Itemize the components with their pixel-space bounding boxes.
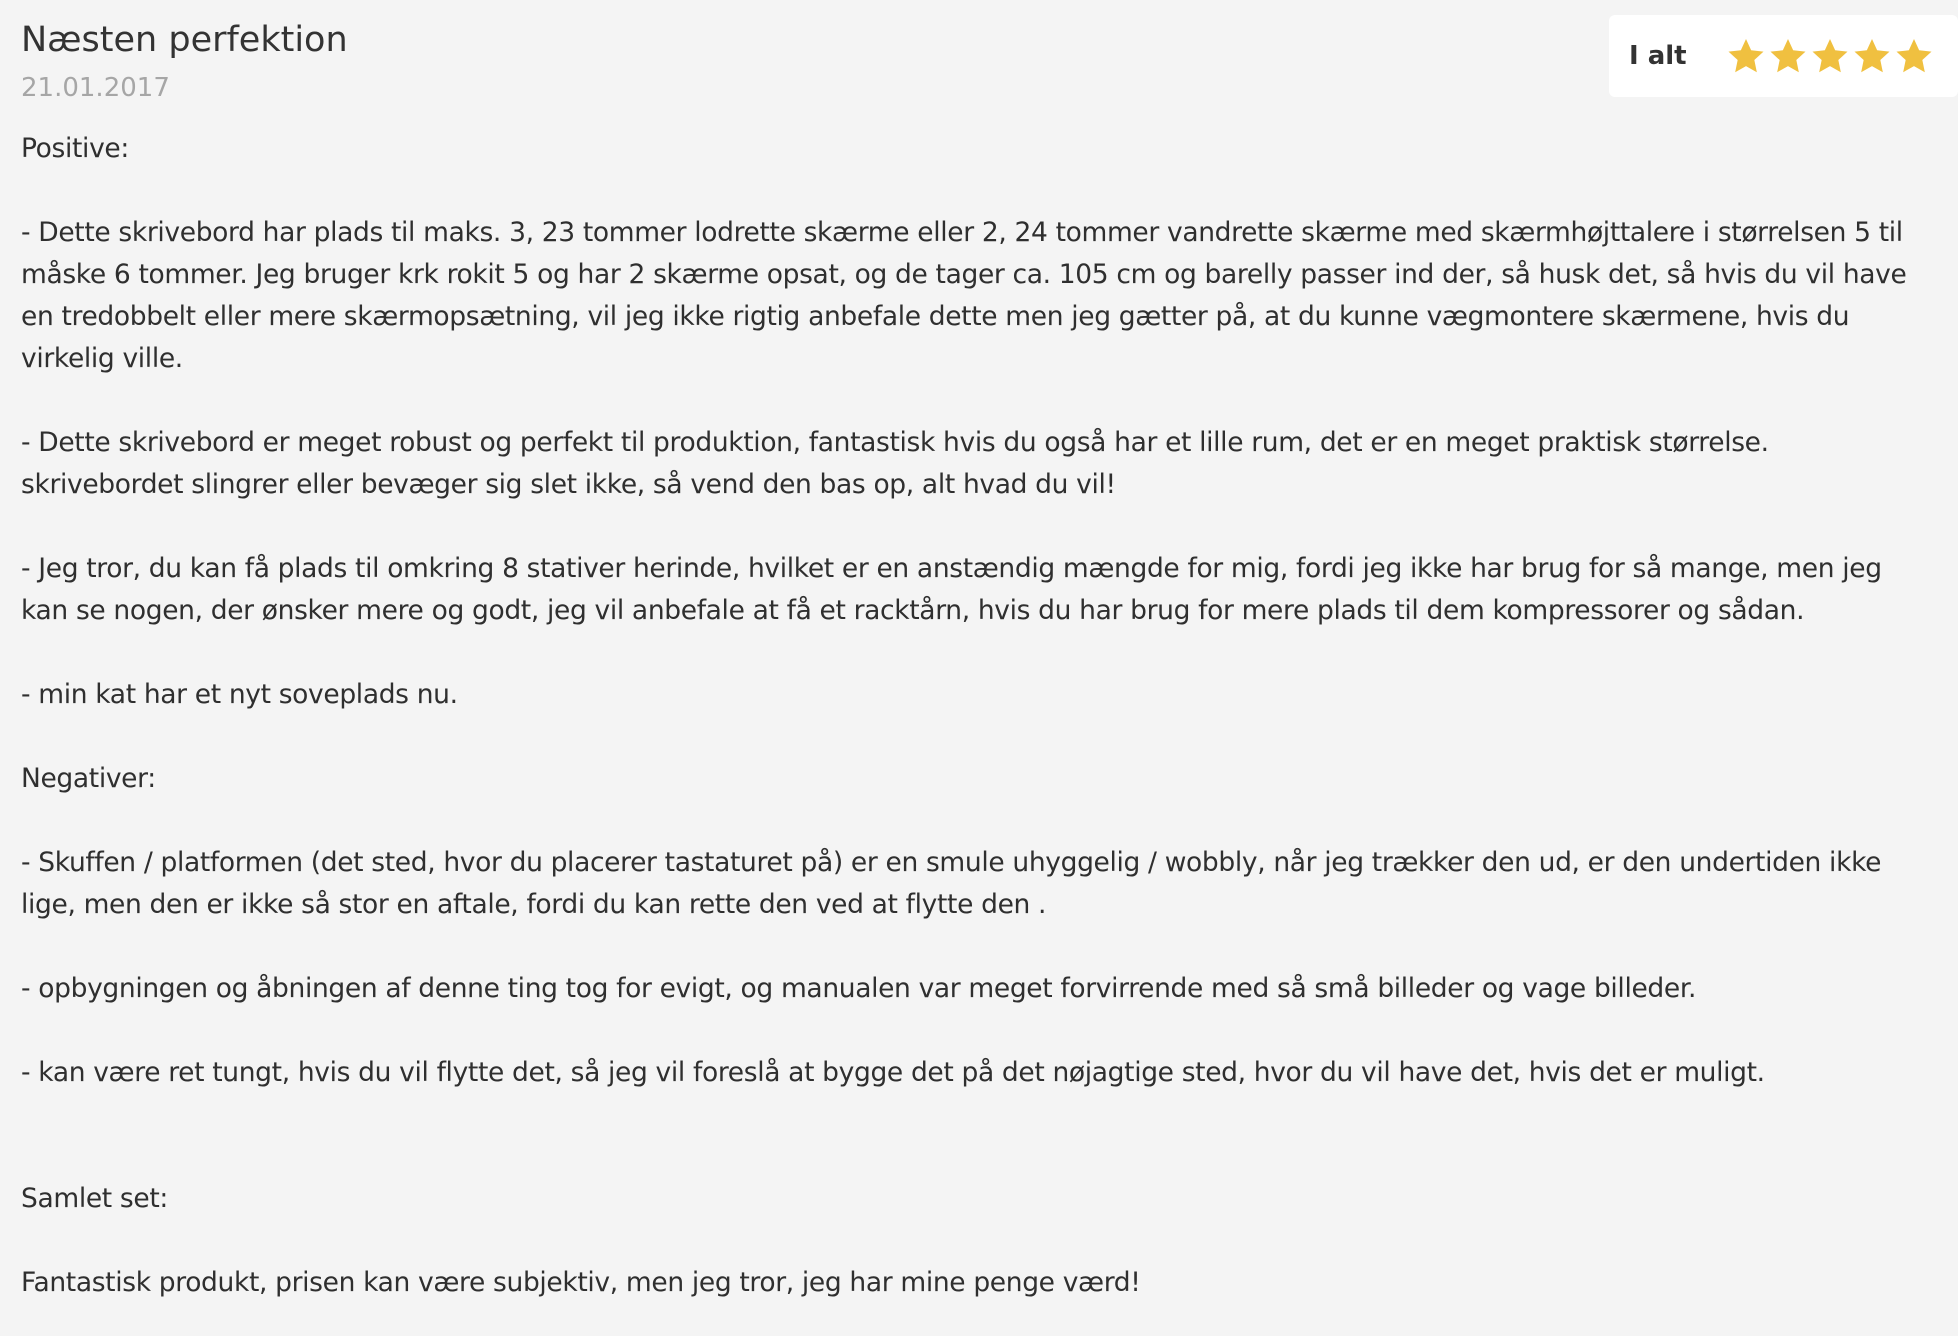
rating-label: I alt	[1629, 41, 1687, 71]
review-paragraph: - opbygningen og åbningen af denne ting tog for evigt, og manualen var meget forvirrende med så små billeder og vage billeder.	[21, 973, 1697, 1004]
review-body	[21, 128, 1936, 1304]
star-icon	[1894, 36, 1934, 76]
review-paragraph: - Skuffen / platformen (det sted, hvor du placerer tastaturet på) er en smule uhyggelig / wobbly, når jeg trækker den ud, er den undertiden ikke lige, men den er ikke så stor en aftale, fordi du kan rette den ved at flytte den .	[21, 847, 1882, 920]
section-heading-positive: Positive:	[21, 133, 129, 164]
star-icon	[1810, 36, 1850, 76]
review-paragraph: - Jeg tror, du kan få plads til omkring 8 stativer herinde, hvilket er en anstændig mængde for mig, fordi jeg ikke har brug for så mange, men jeg kan se nogen, der ønsker mere og godt, jeg vil anbefale at få et racktårn, hvis du har brug for mere plads til dem kompressorer og sådan.	[21, 553, 1882, 626]
section-heading-overall: Samlet set:	[21, 1183, 168, 1214]
review-paragraph: - min kat har et nyt soveplads nu.	[21, 679, 458, 710]
star-icon	[1852, 36, 1892, 76]
star-icon	[1726, 36, 1766, 76]
section-heading-negative: Negativer:	[21, 763, 156, 794]
review-paragraph: - kan være ret tungt, hvis du vil flytte det, så jeg vil foreslå at bygge det på det nøjagtige sted, hvor du vil have det, hvis det er muligt.	[21, 1057, 1765, 1088]
rating-stars	[1726, 36, 1936, 76]
review-title: Næsten perfektion	[21, 20, 348, 60]
review-date: 21.01.2017	[21, 73, 170, 103]
overall-rating	[1609, 15, 1958, 97]
star-icon	[1768, 36, 1808, 76]
review-paragraph: Fantastisk produkt, prisen kan være subjektiv, men jeg tror, jeg har mine penge værd!	[21, 1267, 1141, 1298]
review-paragraph: - Dette skrivebord har plads til maks. 3, 23 tommer lodrette skærme eller 2, 24 tommer vandrette skærme med skærmhøjttalere i størrelsen 5 til måske 6 tommer. Jeg bruger krk rokit 5 og har 2 skærme opsat, og de tager ca. 105 cm og barelly passer ind der, så husk det, så hvis du vil have en tredobbelt eller mere skærmopsætning, vil jeg ikke rigtig anbefale dette men jeg gætter på, at du kunne vægmontere skærmene, hvis du virkelig ville.	[21, 217, 1907, 374]
review-paragraph: - Dette skrivebord er meget robust og perfekt til produktion, fantastisk hvis du også har et lille rum, det er en meget praktisk størrelse. skrivebordet slingrer eller bevæger sig slet ikke, så vend den bas op, alt hvad du vil!	[21, 427, 1769, 500]
